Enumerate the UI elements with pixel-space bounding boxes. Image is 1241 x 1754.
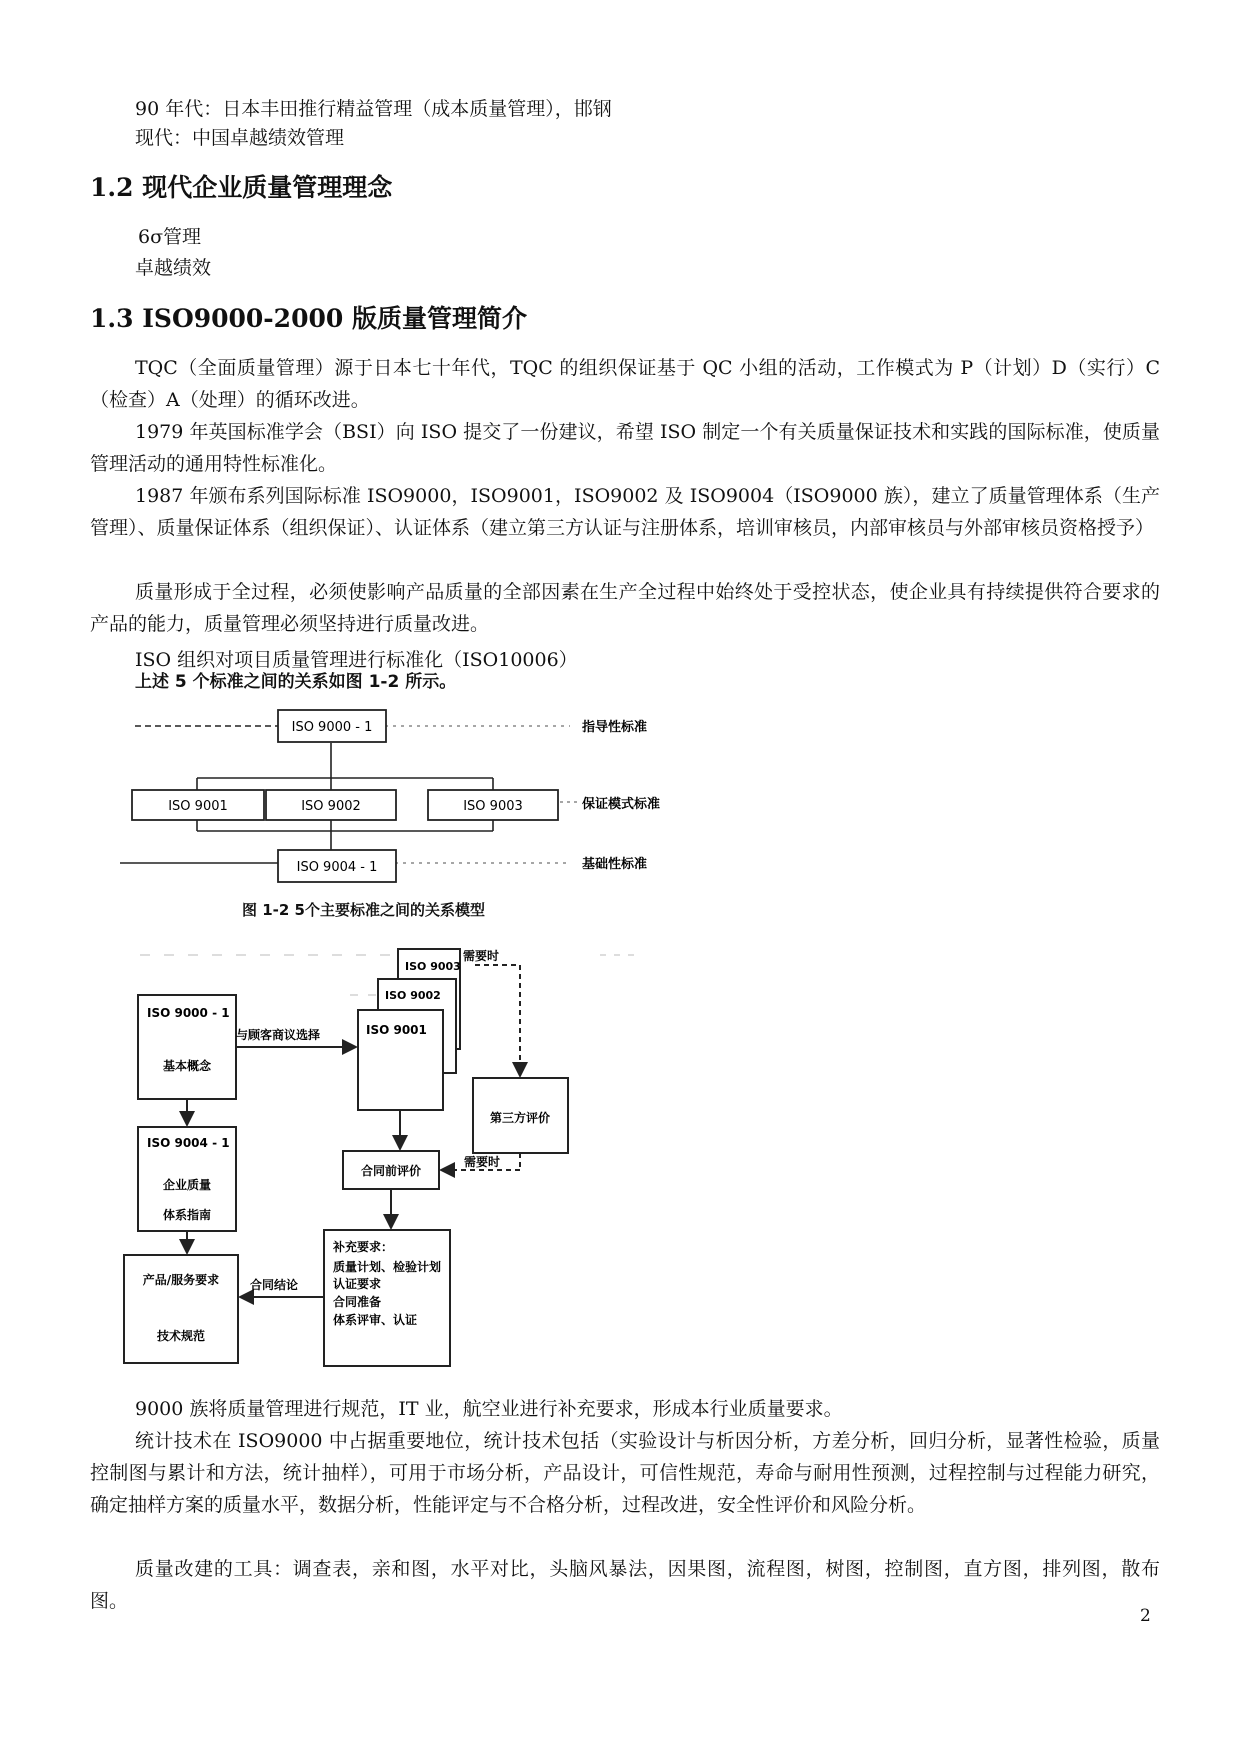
supp-line-2: 质量计划、检验计划 (333, 1260, 442, 1274)
box-basic-concepts-title: ISO 9000 - 1 (147, 1006, 230, 1020)
label-when-needed-top: 需要时 (463, 949, 500, 963)
box-quality-guide-label-1: 企业质量 (162, 1178, 212, 1192)
paragraph-statistics: 统计技术在 ISO9000 中占据重要地位，统计技术包括（实验设计与析因分析，方差分析，回归分析，显著性检验，质量控制图与累计和方法，统计抽样），可用于市场分析，产品设计，可信性规范，寿命与耐用性预测，过程控制与过程能力研究，确定抽样方案的质量水平，数据分析，性能评定与不合格分析，过程改进，安全性评价和风险分析。 (90, 1430, 1160, 1516)
box-precontract-label: 合同前评价 (360, 1164, 422, 1178)
paragraph-tools: 质量改建的工具：调查表，亲和图，水平对比，头脑风暴法，因果图，流程图，树图，控制图，直方图，排列图，散布图。 (90, 1558, 1160, 1612)
supp-line-3: 认证要求 (333, 1277, 382, 1291)
box-product-spec-label: 技术规范 (156, 1329, 206, 1343)
page-number: 2 (1140, 1606, 1151, 1626)
stack-iso9003-label: ISO 9003 (405, 960, 461, 973)
supp-line-4: 合同准备 (333, 1295, 382, 1309)
box-quality-guide-title: ISO 9004 - 1 (147, 1136, 230, 1150)
box-iso9003 (428, 790, 558, 820)
section-heading-1-3: 1.3 ISO9000-2000 版质量管理简介 (90, 304, 527, 333)
label-when-needed-bottom: 需要时 (464, 1155, 501, 1169)
figure1-intro: 上述 5 个标准之间的关系如图 1-2 所示。 (135, 672, 457, 692)
box-third-party (473, 1078, 568, 1153)
box-iso9001 (132, 790, 264, 820)
box-iso9000-1 (278, 710, 386, 742)
box-iso9002-label: ISO 9002 (301, 799, 361, 814)
box-quality-guide-label-2: 体系指南 (162, 1208, 212, 1222)
box-quality-guide (138, 1127, 236, 1231)
paragraph-tqc: TQC（全面质量管理）源于日本七十年代，TQC 的组织保证基于 QC 小组的活动，工作模式为 P（计划）D（实行）C（检查）A（处理）的循环改进。 (90, 357, 1160, 411)
paragraph-1987: 1987 年颁布系列国际标准 ISO9000，ISO9001，ISO9002 及 ISO9004（ISO9000 族），建立了质量管理体系（生产管理）、质量保证体系（组织保证）、认证体系（建立第三方认证与注册体系，培训审核员，内部审核员与外部审核员资格授予） (90, 485, 1160, 539)
label-guidance-standard: 指导性标准 (582, 720, 648, 735)
box-iso9002 (266, 790, 396, 820)
intro-line-90s: 90 年代：日本丰田推行精益管理（成本质量管理），邯钢 (135, 98, 612, 120)
box-iso9004-1 (278, 850, 396, 882)
paragraph-process: 质量形成于全过程，必须使影响产品质量的全部因素在生产全过程中始终处于受控状态，使企业具有持续提供符合要求的产品的能力，质量管理必须坚持进行质量改进。 (90, 581, 1160, 635)
stack-iso-900x (358, 949, 461, 1110)
box-basic-concepts (138, 995, 236, 1099)
label-contract-conclusion: 合同结论 (250, 1278, 299, 1292)
box-product-requirements (124, 1255, 238, 1363)
box-product-requirements-label: 产品/服务要求 (142, 1273, 220, 1287)
supp-line-5: 体系评审、认证 (333, 1313, 418, 1327)
list-item-six-sigma: 6σ管理 (138, 226, 202, 248)
figure-iso-process-flow (120, 935, 660, 1385)
section-heading-1-2: 1.2 现代企业质量管理理念 (90, 173, 393, 202)
stack-iso9002-label: ISO 9002 (385, 989, 441, 1002)
paragraph-bsi: 1979 年英国标准学会（BSI）向 ISO 提交了一份建议，希望 ISO 制定一个有关质量保证技术和实践的国际标准，使质量管理活动的通用特性标准化。 (90, 421, 1160, 475)
box-iso9001-label: ISO 9001 (168, 799, 228, 814)
label-basic-standard: 基础性标准 (582, 857, 648, 872)
stack-iso9001-label: ISO 9001 (366, 1023, 427, 1037)
box-precontract (343, 1151, 439, 1189)
supp-line-1: 补充要求： (333, 1240, 394, 1254)
box-iso9004-1-label: ISO 9004 - 1 (296, 860, 378, 875)
box-iso9000-1-label: ISO 9000 - 1 (291, 720, 373, 735)
label-assurance-standard: 保证模式标准 (582, 797, 661, 812)
box-iso9003-label: ISO 9003 (463, 799, 523, 814)
box-third-party-label: 第三方评价 (489, 1111, 551, 1125)
box-supplementary (324, 1230, 450, 1366)
intro-line-modern: 现代：中国卓越绩效管理 (135, 127, 345, 149)
figure1-caption: 图 1-2 5个主要标准之间的关系模型 (242, 901, 485, 919)
label-customer-selection: 与顾客商议选择 (236, 1028, 321, 1042)
box-basic-concepts-label: 基本概念 (162, 1059, 212, 1073)
paragraph-9000-family: 9000 族将质量管理进行规范，IT 业，航空业进行补充要求，形成本行业质量要求。 (135, 1398, 843, 1420)
figure-standards-relationship (120, 668, 700, 928)
iso10006-line: ISO 组织对项目质量管理进行标准化（ISO10006） (135, 649, 578, 671)
list-item-excellence: 卓越绩效 (135, 257, 212, 279)
